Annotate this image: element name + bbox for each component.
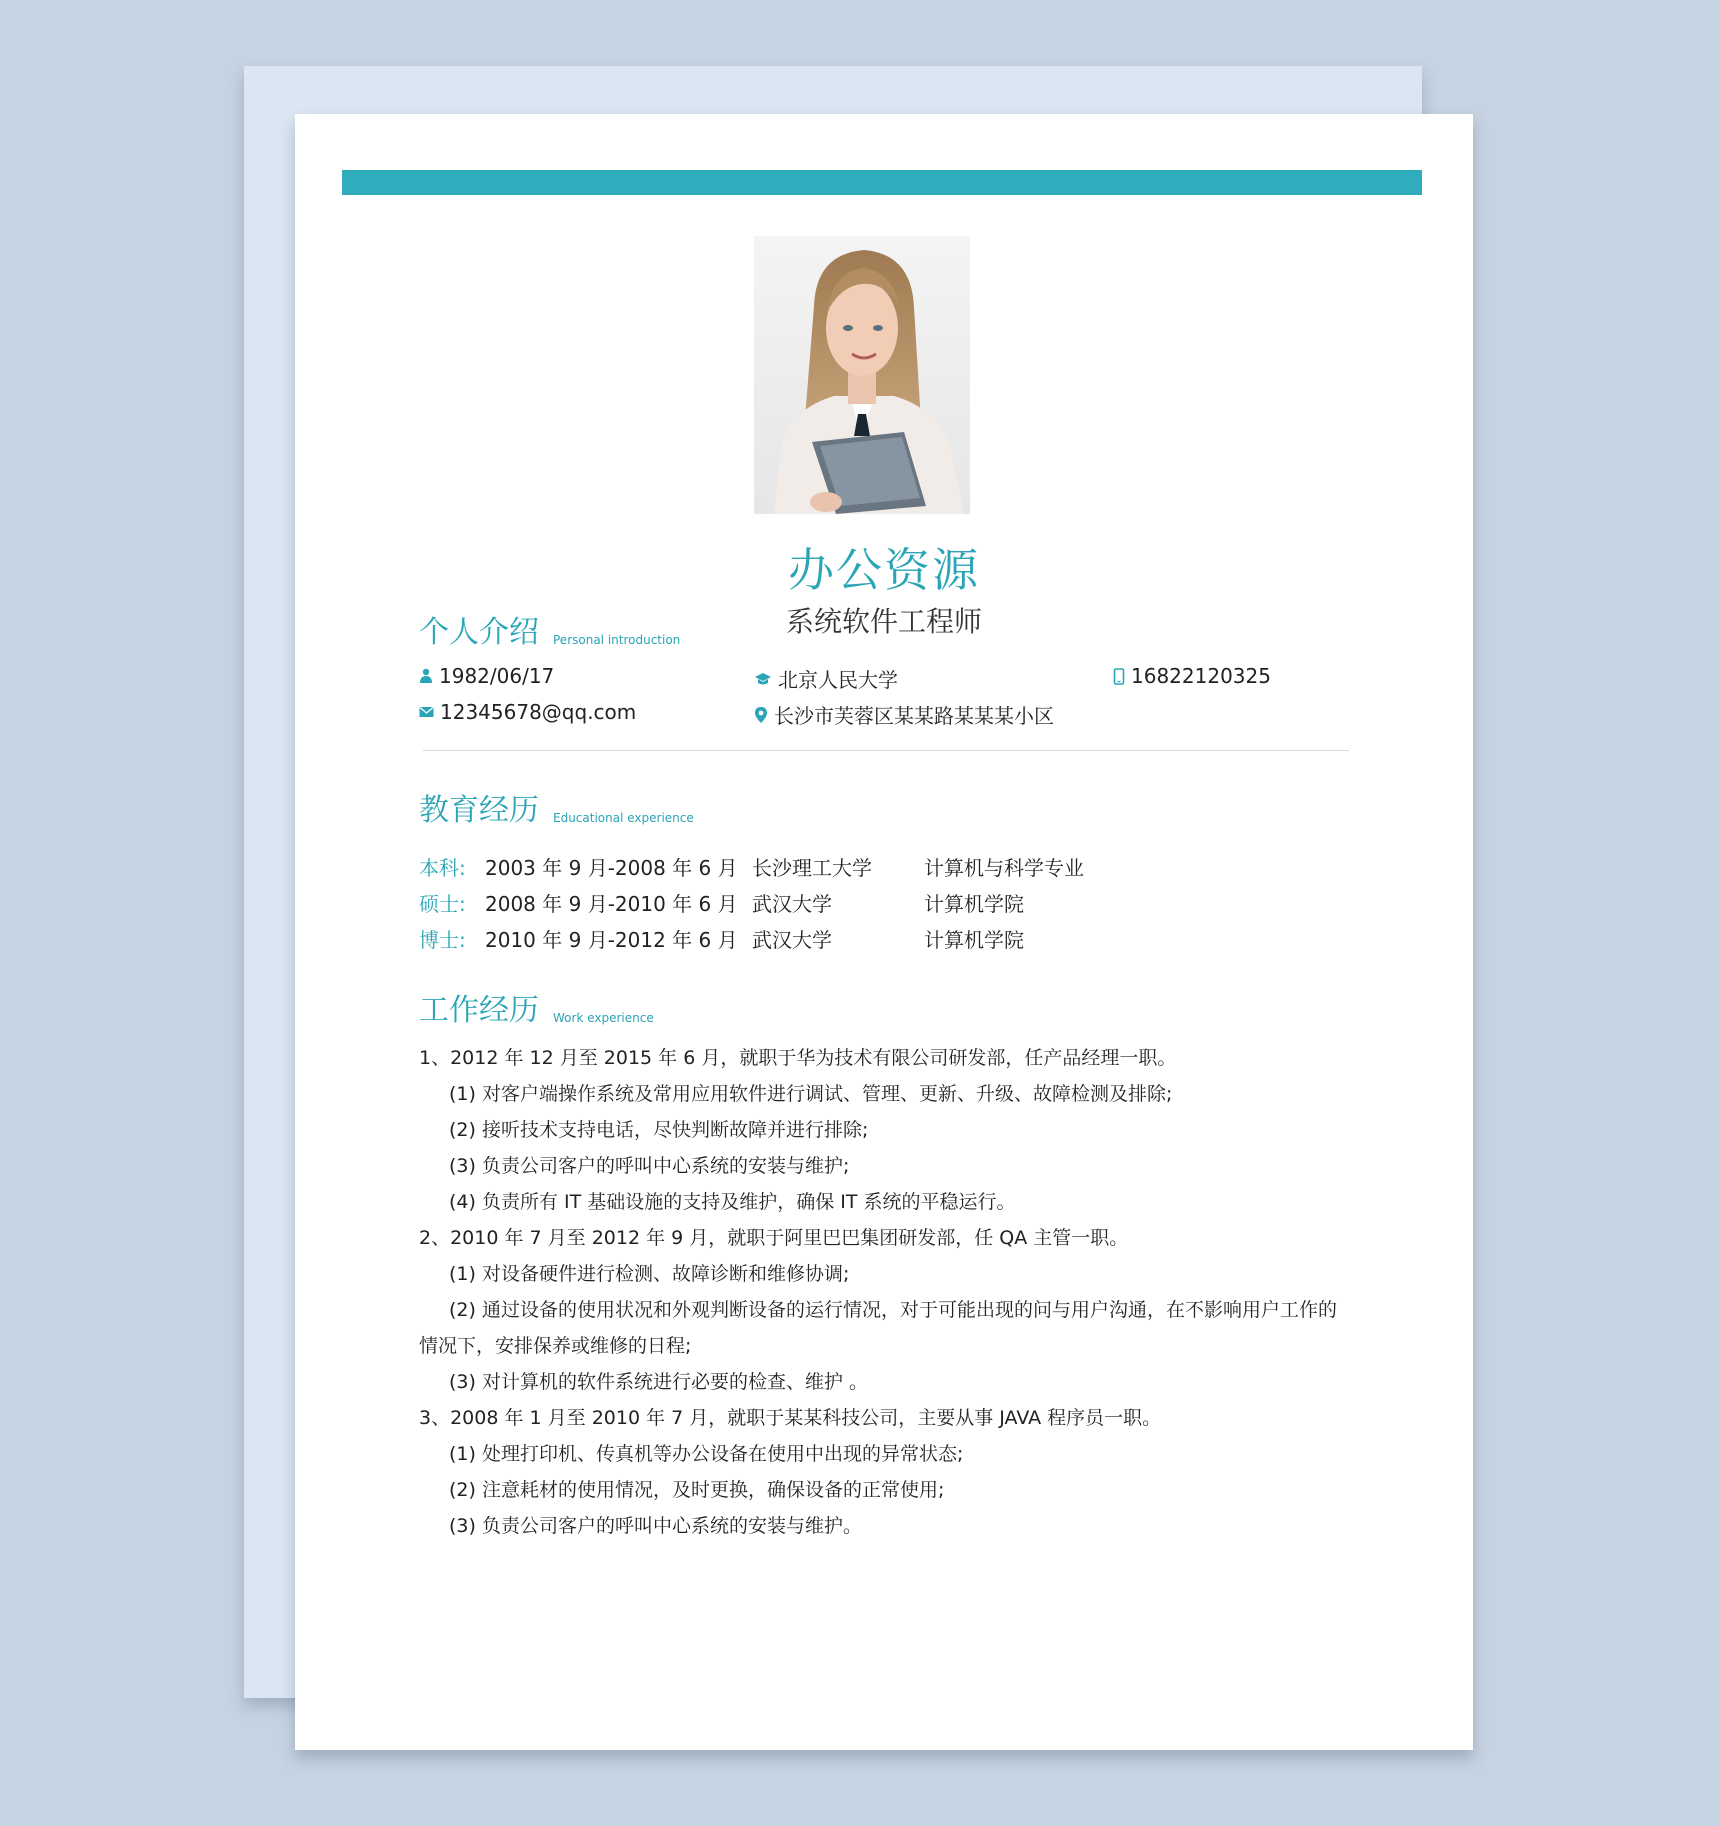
job-duty: (3) 对计算机的软件系统进行必要的检查、维护 。 — [449, 1371, 868, 1393]
education-major: 计算机与科学专业 — [924, 856, 1084, 880]
section-education-subtitle: Educational experience — [553, 811, 694, 825]
mail-icon — [419, 706, 434, 718]
phone-item — [1113, 664, 1271, 688]
job-duty: (2) 接听技术支持电话，尽快判断故障并进行排除; — [449, 1119, 869, 1141]
address-text: 长沙市芙蓉区某某路某某某小区 — [774, 704, 1054, 728]
job-entry: 2、2010 年 7 月至 2012 年 9 月，就职于阿里巴巴集团研发部，任 QA 主管一职。 — [419, 1227, 1129, 1249]
section-education-title: 教育经历 — [419, 793, 539, 828]
job-duty: (4) 负责所有 IT 基础设施的支持及维护，确保 IT 系统的平稳运行。 — [449, 1191, 1016, 1213]
job-duty: (1) 对客户端操作系统及常用应用软件进行调试、管理、更新、升级、故障检测及排除; — [449, 1083, 1173, 1105]
school-item — [754, 664, 898, 693]
job-duty: (3) 负责公司客户的呼叫中心系统的安装与维护。 — [449, 1515, 862, 1537]
section-work-subtitle: Work experience — [553, 1011, 654, 1025]
birthday-item — [419, 664, 554, 688]
birthday-text: 1982/06/17 — [439, 664, 555, 688]
section-education-heading — [419, 793, 694, 828]
education-row — [419, 924, 1319, 954]
education-row — [419, 888, 1319, 918]
job-duty: (3) 负责公司客户的呼叫中心系统的安装与维护; — [449, 1155, 850, 1177]
education-period: 2008 年 9 月-2010 年 6 月 — [485, 892, 738, 916]
degree-label: 博士: — [419, 928, 466, 952]
education-school: 武汉大学 — [752, 928, 832, 952]
graduation-cap-icon — [754, 672, 772, 686]
degree-label: 硕士: — [419, 892, 466, 916]
job-entry: 3、2008 年 1 月至 2010 年 7 月，就职于某某科技公司，主要从事 JAVA 程序员一职。 — [419, 1407, 1162, 1429]
education-major: 计算机学院 — [924, 892, 1024, 916]
education-period: 2003 年 9 月-2008 年 6 月 — [485, 856, 738, 880]
section-work-title: 工作经历 — [419, 993, 539, 1028]
location-pin-icon — [754, 706, 768, 724]
person-name: 办公资源 — [788, 543, 980, 597]
education-period: 2010 年 9 月-2012 年 6 月 — [485, 928, 738, 952]
education-row — [419, 852, 1319, 882]
job-title: 系统软件工程师 — [785, 605, 982, 638]
address-item — [754, 700, 1054, 729]
email-text: 12345678@qq.com — [440, 700, 637, 724]
phone-text: 16822120325 — [1131, 664, 1271, 688]
job-duty: (1) 处理打印机、传真机等办公设备在使用中出现的异常状态; — [449, 1443, 964, 1465]
person-icon — [419, 668, 433, 684]
email-item — [419, 700, 636, 724]
header-accent-bar — [342, 170, 1422, 195]
education-school: 长沙理工大学 — [752, 856, 872, 880]
profile-photo — [754, 236, 970, 514]
job-duty: (1) 对设备硬件进行检测、故障诊断和维修协调; — [449, 1263, 850, 1285]
work-experience-list — [419, 1040, 1349, 1544]
section-personal-subtitle: Personal introduction — [553, 633, 681, 647]
job-entry: 1、2012 年 12 月至 2015 年 6 月，就职于华为技术有限公司研发部，任产品经理一职。 — [419, 1047, 1177, 1069]
section-work-heading — [419, 993, 654, 1028]
section-personal-heading — [419, 615, 681, 650]
section-personal-title: 个人介绍 — [419, 615, 539, 650]
degree-label: 本科: — [419, 856, 466, 880]
education-major: 计算机学院 — [924, 928, 1024, 952]
section-divider — [423, 750, 1349, 751]
job-duty: (2) 注意耗材的使用情况，及时更换，确保设备的正常使用; — [449, 1479, 945, 1501]
mobile-phone-icon — [1113, 668, 1125, 685]
resume-page — [295, 114, 1473, 1750]
school-text: 北京人民大学 — [778, 668, 898, 692]
education-school: 武汉大学 — [752, 892, 832, 916]
job-duty: (2) 通过设备的使用状况和外观判断设备的运行情况，对于可能出现的问与用户沟通，在不影响用户工作的情况下，安排保养或维修的日程; — [419, 1299, 1337, 1357]
